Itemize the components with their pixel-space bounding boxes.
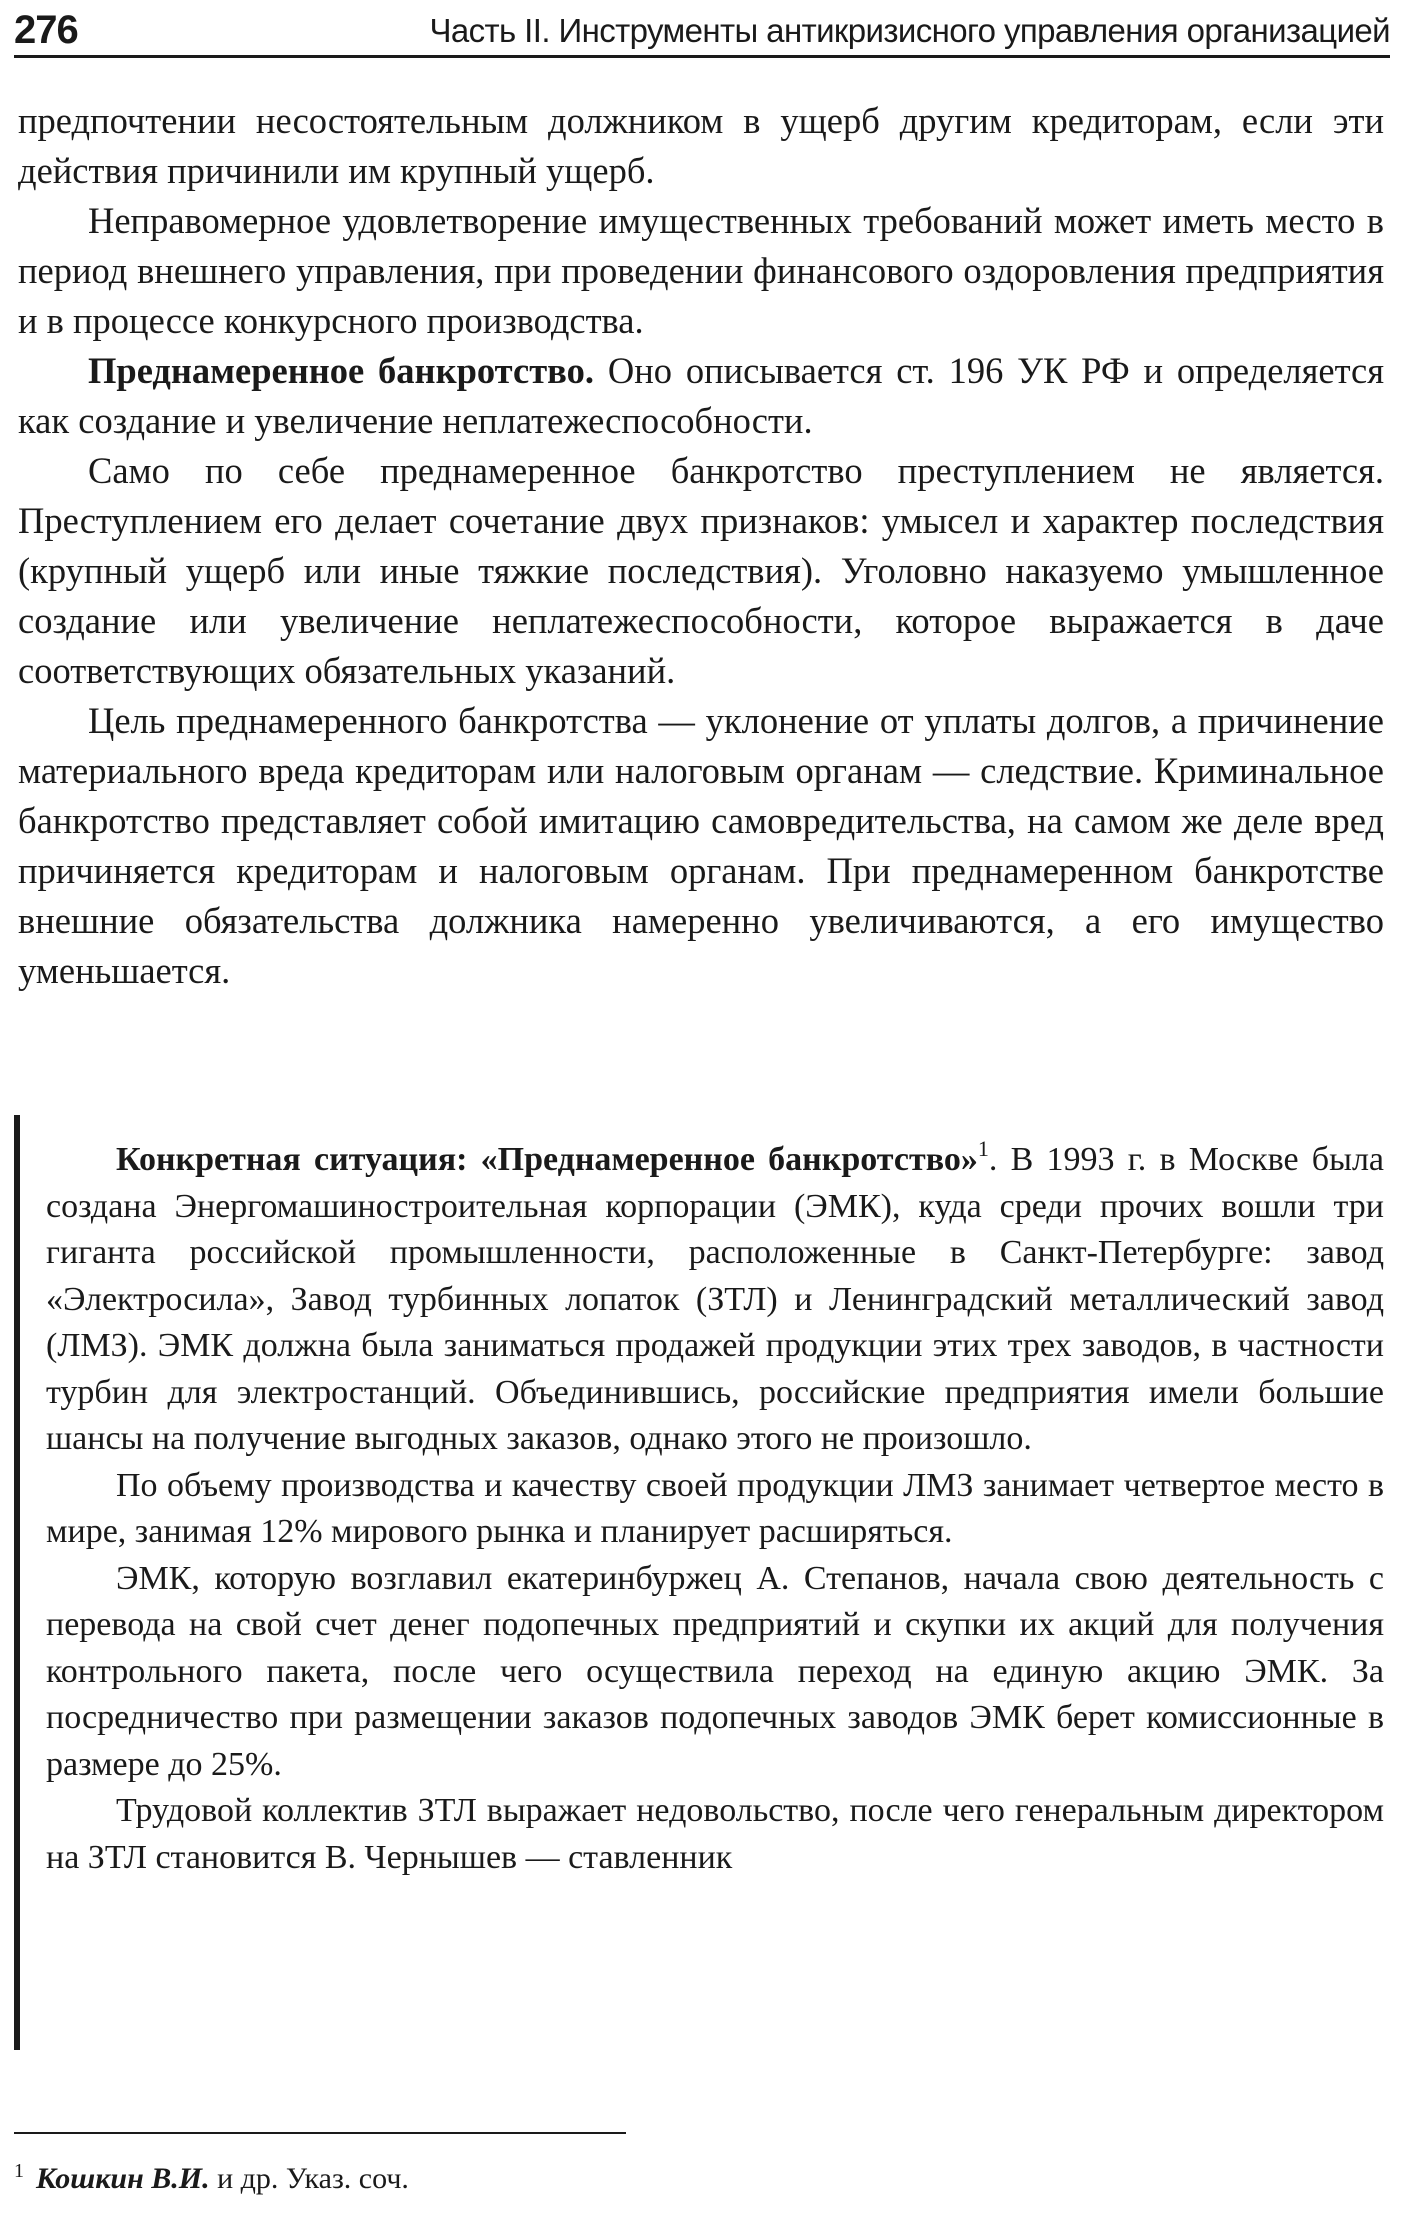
case-study-title: Конкретная ситуация: «Преднамеренное банкротство» xyxy=(116,1141,978,1178)
term-deliberate-bankruptcy: Преднамеренное банкротство. xyxy=(88,350,595,391)
case-paragraph-ztl: Трудовой коллектив ЗТЛ выражает недовольство, после чего генеральным директором на ЗТЛ становится В. Чернышев — ставленник xyxy=(46,1792,1384,1876)
footnote-rule xyxy=(14,2132,626,2134)
case-paragraph-intro xyxy=(46,1137,1384,1463)
case-study-text xyxy=(46,1137,1384,1881)
definition-text: Оно описывается ст. 196 УК РФ и определяется как создание и увеличение неплатежеспособности. xyxy=(18,350,1384,441)
running-head: Часть II. Инструменты антикризисного управления организацией xyxy=(429,12,1390,49)
paragraph-deliberate-bankruptcy xyxy=(18,346,1384,446)
case-study-side-bar xyxy=(14,1115,20,2050)
footnote-reference: 1 xyxy=(977,1135,989,1161)
page-header xyxy=(14,6,1390,58)
main-text xyxy=(18,96,1384,996)
case-paragraph-lmz: По объему производства и качеству своей продукции ЛМЗ занимает четвертое место в мире, занимая 12% мирового рынка и планирует расширяться. xyxy=(46,1466,1384,1550)
case-paragraph-emk: ЭМК, которую возглавил екатеринбуржец А. Степанов, начала свою деятельность с перевода на свой счет денег подопечных предприятий и скупки их акций для получения контрольного пакета, после чего осуществила переход на единую акцию ЭМК. За посредничество при размещении заказов подопечных заводов ЭМК берет комиссионные в размере до 25%. xyxy=(46,1559,1384,1783)
footnote-text: и др. Указ. соч. xyxy=(209,2162,409,2195)
case-intro-text: . В 1993 г. в Москве была создана Энергомашиностроительная корпорации (ЭМК), куда среди прочих вошли три гиганта российской промышленности, расположенные в Санкт-Петербурге: завод «Электросила», Завод турбинных лопаток (ЗТЛ) и Ленинградский металлический завод (ЛМЗ). ЭМК должна была заниматься продажей продукции этих трех заводов, в частности турбин для электростанций. Объединившись, российские предприятия имели большие шансы на получение выгодных заказов, однако этого не произошло. xyxy=(46,1141,1384,1457)
footnote xyxy=(14,2160,409,2196)
paragraph-crime-criteria: Само по себе преднамеренное банкротство преступлением не является. Преступлением его делает сочетание двух признаков: умысел и характер последствия (крупный ущерб или иные тяжкие последствия). Уголовно наказуемо умышленное создание или увеличение неплатежеспособности, которое выражается в даче соответствующих обязательных указаний. xyxy=(18,450,1384,691)
case-study-box xyxy=(14,1115,1384,2050)
paragraph-purpose: Цель преднамеренного банкротства — уклонение от уплаты долгов, а причинение материального вреда кредиторам или налоговым органам — следствие. Криминальное банкротство представляет собой имитацию самовредительства, на самом же деле вред причиняется кредиторам и налоговым органам. При преднамеренном банкротстве внешние обязательства должника намеренно увеличиваются, а его имущество уменьшается. xyxy=(18,700,1384,991)
footnote-author: Кошкин В.И. xyxy=(36,2162,210,2195)
page-number: 276 xyxy=(14,8,78,52)
header-rule xyxy=(14,55,1390,58)
paragraph-unlawful-satisfaction: Неправомерное удовлетворение имущественных требований может иметь место в период внешнего управления, при проведении финансового оздоровления предприятия и в процессе конкурсного производства. xyxy=(18,200,1384,341)
footnote-mark: 1 xyxy=(14,2160,24,2182)
paragraph-continued: предпочтении несостоятельным должником в ущерб другим кредиторам, если эти действия причинили им крупный ущерб. xyxy=(18,100,1384,191)
